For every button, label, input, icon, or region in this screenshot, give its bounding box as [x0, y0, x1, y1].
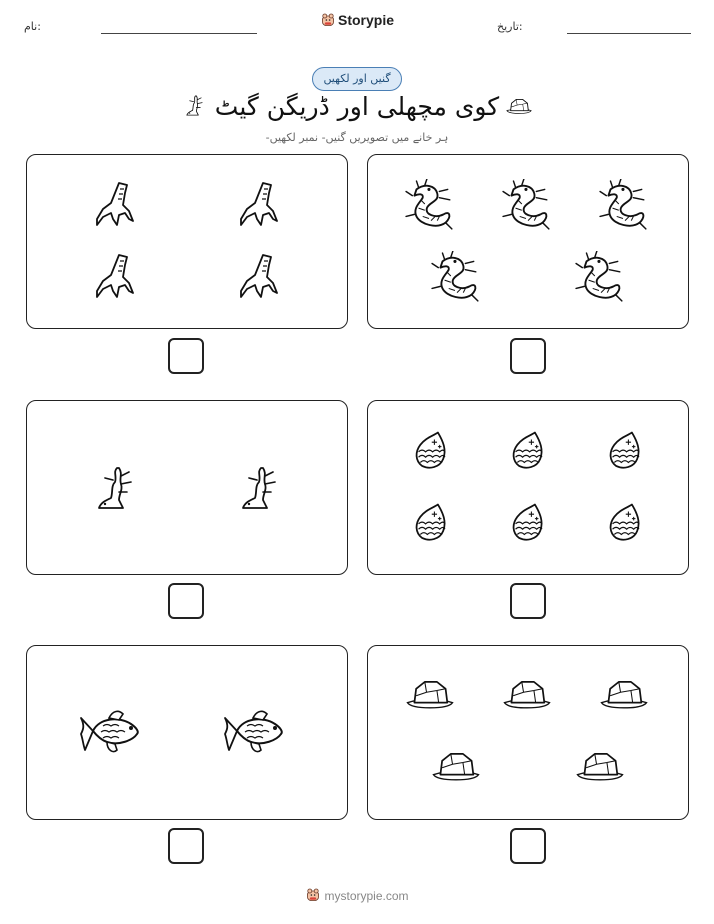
scale-egg-icon — [505, 499, 549, 547]
answer-box-eggs[interactable] — [510, 583, 546, 619]
worksheet-title: کوی مچھلی اور ڈریگن گیٹ — [214, 92, 500, 121]
scale-egg-icon — [505, 427, 549, 475]
claw-icon — [233, 251, 283, 301]
footer — [0, 887, 714, 903]
storypie-icon — [305, 887, 321, 903]
answer-box-dragons[interactable] — [510, 338, 546, 374]
brand-name: Storypie — [337, 12, 394, 28]
rock-icon — [501, 674, 553, 714]
scale-egg-icon — [602, 427, 646, 475]
dragon-icon — [430, 251, 482, 303]
name-label: نام: — [24, 20, 41, 33]
antler-icon — [233, 457, 283, 521]
claw-icon — [89, 251, 139, 301]
brand-logo — [0, 12, 714, 28]
rock-icon — [598, 674, 650, 714]
date-line[interactable] — [567, 33, 691, 34]
count-panel-dragons — [367, 154, 689, 329]
claw-icon — [233, 179, 283, 229]
storypie-icon — [320, 12, 336, 28]
antler-icon — [182, 92, 206, 120]
koi-fish-icon — [223, 700, 293, 762]
scale-egg-icon — [408, 427, 452, 475]
count-panel-eggs — [367, 400, 689, 575]
answer-box-claws[interactable] — [168, 338, 204, 374]
activity-badge: گنیں اور لکھیں — [312, 67, 402, 91]
count-panel-rocks — [367, 645, 689, 820]
antler-icon — [89, 457, 139, 521]
claw-icon — [89, 179, 139, 229]
dragon-icon — [501, 179, 553, 231]
rock-icon — [505, 96, 533, 116]
name-line[interactable] — [101, 33, 257, 34]
answer-box-antlers[interactable] — [168, 583, 204, 619]
rock-icon — [430, 746, 482, 786]
count-panel-claws — [26, 154, 348, 329]
scale-egg-icon — [602, 499, 646, 547]
worksheet-instructions: ہر خانے میں تصویریں گنیں- نمبر لکھیں- — [265, 131, 449, 144]
count-panel-antlers — [26, 400, 348, 575]
dragon-icon — [404, 179, 456, 231]
date-label: تاریخ: — [497, 20, 523, 33]
koi-fish-icon — [79, 700, 149, 762]
dragon-icon — [598, 179, 650, 231]
answer-box-rocks[interactable] — [510, 828, 546, 864]
count-panel-fish — [26, 645, 348, 820]
answer-box-fish[interactable] — [168, 828, 204, 864]
footer-url[interactable]: mystorypie.com — [324, 889, 409, 903]
rock-icon — [574, 746, 626, 786]
dragon-icon — [574, 251, 626, 303]
scale-egg-icon — [408, 499, 452, 547]
rock-icon — [404, 674, 456, 714]
